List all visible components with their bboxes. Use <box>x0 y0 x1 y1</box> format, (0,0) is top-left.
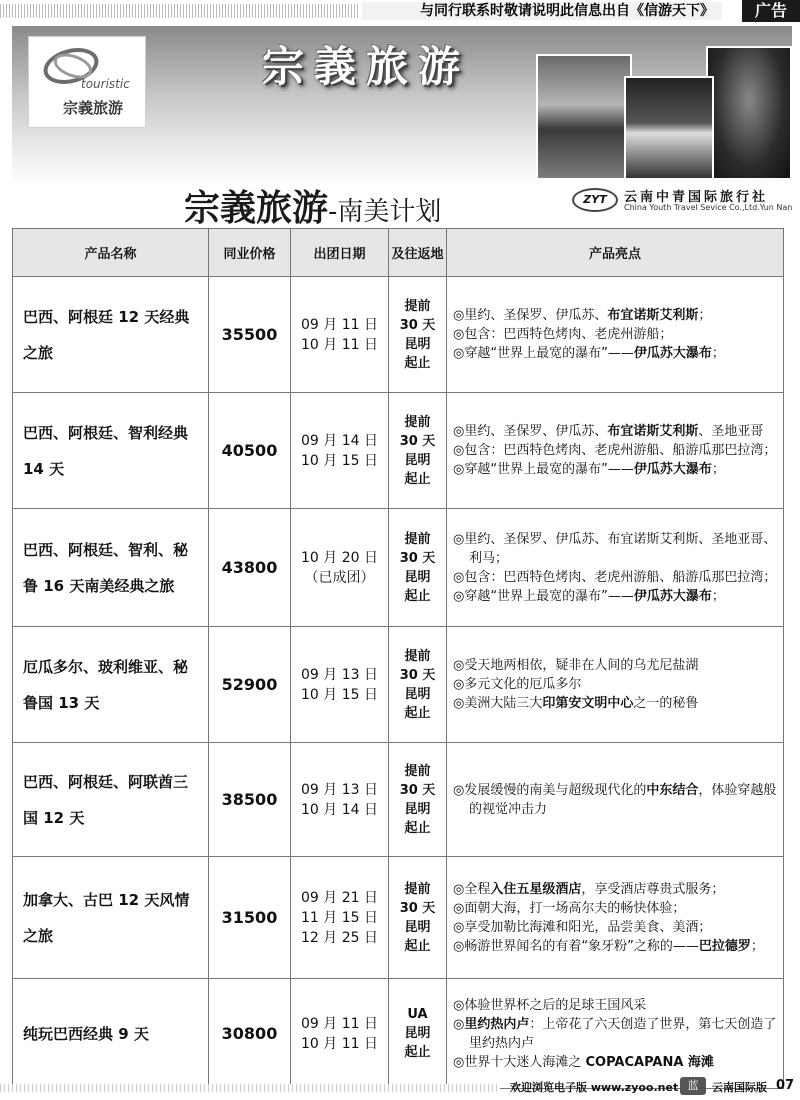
departure-date: 09 月 13 日 <box>301 666 378 683</box>
highlight-emphasis: 巴拉德罗 <box>698 938 751 954</box>
agency-name-cn: 云南中青国际旅行社 <box>624 190 769 205</box>
logo-text-en: touristic <box>81 77 130 91</box>
table-row <box>13 277 784 393</box>
departure-line: 昆明 <box>404 336 431 352</box>
brand-title: 宗義旅游 <box>262 42 471 91</box>
departure-dates <box>291 979 389 1089</box>
highlight-text: ◎世界十大迷人海滩之 <box>453 1054 586 1070</box>
table-row <box>13 743 784 857</box>
departure-line: UA <box>407 1007 428 1022</box>
highlight-item <box>453 306 777 325</box>
decorative-stripes <box>0 1084 500 1092</box>
product-price: 38500 <box>209 743 291 857</box>
highlight-text: ◎多元文化的厄瓜多尔 <box>453 677 582 692</box>
highlight-item <box>453 781 777 819</box>
departure-dates <box>291 509 389 627</box>
header-product-name: 产品名称 <box>13 229 209 277</box>
departure-date: 12 月 25 日 <box>301 929 378 946</box>
departure-line: 起止 <box>404 705 431 721</box>
highlight-text: ◎受天地两相依，疑非在人间的乌尤尼盐湖 <box>453 658 699 673</box>
departure-line: 昆明 <box>404 452 431 468</box>
highlight-text: ◎发展缓慢的南美与超级现代化的 <box>453 782 647 798</box>
product-price: 40500 <box>209 393 291 509</box>
highlight-text: ◎穿越“世界上最宽的瀑布”—— <box>453 588 634 604</box>
highlight-text: ◎里约、圣保罗、伊瓜苏、 <box>453 308 608 323</box>
highlight-item <box>453 530 777 568</box>
product-price: 43800 <box>209 509 291 627</box>
highlight-emphasis: 伊瓜苏大瀑布 <box>633 588 712 604</box>
highlight-text: ◎体验世界杯之后的足球王国风采 <box>453 997 647 1013</box>
product-highlights <box>447 857 784 979</box>
departure-line: 提前 <box>404 881 431 897</box>
product-name: 巴西、阿根廷 12 天经典之旅 <box>13 277 209 393</box>
plan-title-main: 宗義旅游 <box>184 188 329 229</box>
footer-badge: 蓝 <box>680 1077 706 1095</box>
departure-line: 30 天 <box>399 782 436 798</box>
agency-block <box>572 186 796 234</box>
decorative-stripes <box>0 4 360 18</box>
forest-photo <box>706 46 792 180</box>
departure-date: 10 月 15 日 <box>301 452 378 469</box>
departure-line: 昆明 <box>404 1026 431 1041</box>
product-price: 35500 <box>209 277 291 393</box>
highlight-emphasis: 印第安文明中心 <box>542 696 634 711</box>
departure-info <box>389 979 447 1089</box>
top-strip <box>0 0 800 22</box>
plan-title <box>184 180 441 231</box>
page-footer <box>0 1074 800 1100</box>
departure-line: 起止 <box>404 588 431 604</box>
departure-line: 昆明 <box>404 919 431 935</box>
highlight-item <box>453 422 777 441</box>
product-name: 巴西、阿根廷、智利、秘鲁 16 天南美经典之旅 <box>13 509 209 627</box>
departure-info <box>389 857 447 979</box>
departure-line: 昆明 <box>404 801 431 817</box>
departure-line: 30 天 <box>399 900 436 916</box>
header-departure: 及往返地 <box>389 229 447 277</box>
highlight-emphasis: 布宜诺斯艾利斯 <box>607 424 699 439</box>
departure-line: 提前 <box>404 648 431 664</box>
departure-dates <box>291 743 389 857</box>
product-name: 纯玩巴西经典 9 天 <box>13 979 209 1089</box>
departure-date: 10 月 11 日 <box>301 336 378 353</box>
departure-line: 提前 <box>404 298 431 314</box>
highlight-text-tail: ； <box>711 462 725 477</box>
product-name: 巴西、阿根廷、阿联酋三国 12 天 <box>13 743 209 857</box>
page-number: 07 <box>776 1078 795 1093</box>
product-price: 30800 <box>209 979 291 1089</box>
departure-line: 提前 <box>404 531 431 547</box>
highlight-item <box>453 568 777 587</box>
departure-date: 11 月 15 日 <box>301 909 378 926</box>
departure-dates <box>291 393 389 509</box>
product-highlights <box>447 627 784 743</box>
departure-line: 提前 <box>404 414 431 430</box>
highlight-text-tail: ； <box>698 308 712 323</box>
product-highlights <box>447 393 784 509</box>
departure-date: 10 月 20 日 <box>301 549 378 566</box>
highlight-item <box>453 460 777 479</box>
departure-line: 30 天 <box>399 317 436 333</box>
departure-line: 起止 <box>404 1045 431 1060</box>
departure-date: 09 月 14 日 <box>301 432 378 449</box>
departure-line: 30 天 <box>399 667 436 683</box>
highlight-item <box>453 325 777 344</box>
landscape-photo <box>536 54 632 180</box>
logo-text-cn: 宗義旅游 <box>63 99 124 117</box>
highlight-text: ◎里约、圣保罗、伊瓜苏、 <box>453 424 608 439</box>
highlight-text-tail: ； <box>711 346 725 361</box>
footer-website: 欢迎浏览电子版 www.zyoo.net <box>510 1081 679 1094</box>
departure-line: 昆明 <box>404 686 431 702</box>
departure-dates <box>291 627 389 743</box>
highlight-emphasis: 伊瓜苏大瀑布 <box>633 346 712 361</box>
product-highlights <box>447 743 784 857</box>
highlight-item <box>453 587 777 606</box>
table-row <box>13 979 784 1089</box>
highlight-text-tail: 、圣地亚哥 <box>698 424 764 439</box>
highlight-text: ◎包含：巴西特色烤肉、老虎州游船、船游瓜那巴拉湾； <box>453 443 777 458</box>
highlight-item <box>453 441 777 460</box>
highlight-emphasis: 布宜诺斯艾利斯 <box>607 308 699 323</box>
plan-title-sub: -南美计划 <box>328 197 442 227</box>
departure-line: 30 天 <box>399 550 436 566</box>
highlight-text: ◎里约、圣保罗、伊瓜苏、布宜诺斯艾利斯、圣地亚哥、利马； <box>453 531 777 566</box>
departure-info <box>389 627 447 743</box>
highlight-emphasis: 中东结合 <box>646 782 699 798</box>
product-name: 加拿大、古巴 12 天风情之旅 <box>13 857 209 979</box>
highlight-text-tail: ：上帝花了六天创造了世界，第七天创造了里约热内卢 <box>469 1016 777 1051</box>
highlight-text: ◎享受加勒比海滩和阳光，品尝美食、美酒； <box>453 919 712 935</box>
departure-dates <box>291 857 389 979</box>
departure-date: 09 月 13 日 <box>301 781 378 798</box>
product-highlights <box>447 509 784 627</box>
table-row <box>13 509 784 627</box>
product-highlights <box>447 277 784 393</box>
departure-date: 10 月 11 日 <box>301 1035 378 1052</box>
departure-date: 09 月 21 日 <box>301 889 378 906</box>
product-table <box>12 228 784 1089</box>
departure-date: 10 月 15 日 <box>301 686 378 703</box>
highlight-text-tail: 之一的秘鲁 <box>633 696 699 711</box>
highlight-text: ◎ <box>453 1016 465 1032</box>
highlight-item <box>453 996 777 1015</box>
table-header-row <box>13 229 784 277</box>
highlight-text: ◎美洲大陆三大 <box>453 696 543 711</box>
table-row <box>13 857 784 979</box>
agency-logo-icon: ZYT <box>572 188 618 212</box>
departure-info <box>389 393 447 509</box>
product-highlights <box>447 979 784 1089</box>
product-price: 31500 <box>209 857 291 979</box>
departure-date: 10 月 14 日 <box>301 801 378 818</box>
highlight-item <box>453 918 777 937</box>
departure-date: 09 月 11 日 <box>301 316 378 333</box>
company-logo <box>28 36 146 128</box>
table-body <box>13 277 784 1089</box>
departure-date: （已成团） <box>304 569 375 586</box>
highlight-item <box>453 694 777 713</box>
highlight-item <box>453 1053 777 1072</box>
highlight-item <box>453 880 777 899</box>
highlight-emphasis: 伊瓜苏大瀑布 <box>633 462 712 477</box>
highlight-text: ◎全程 <box>453 881 491 897</box>
footer-edition: 云南国际版 <box>712 1081 767 1094</box>
product-name: 巴西、阿根廷、智利经典 14 天 <box>13 393 209 509</box>
departure-line: 起止 <box>404 938 431 954</box>
departure-info <box>389 509 447 627</box>
highlight-item <box>453 675 777 694</box>
product-table-wrap <box>12 228 783 1089</box>
departure-line: 起止 <box>404 471 431 487</box>
highlight-text: ◎穿越“世界上最宽的瀑布”—— <box>453 462 634 477</box>
highlight-item <box>453 1015 777 1053</box>
departure-info <box>389 743 447 857</box>
departure-dates <box>291 277 389 393</box>
header-price: 同业价格 <box>209 229 291 277</box>
table-row <box>13 627 784 743</box>
departure-line: 昆明 <box>404 569 431 585</box>
header-date: 出团日期 <box>291 229 389 277</box>
highlight-text-tail: ； <box>750 938 764 954</box>
ad-header <box>12 26 793 229</box>
highlight-text: ◎包含：巴西特色烤肉、老虎州游船； <box>453 327 673 342</box>
highlight-item <box>453 937 777 956</box>
header-highlights: 产品亮点 <box>447 229 784 277</box>
highlight-text: ◎穿越“世界上最宽的瀑布”—— <box>453 346 634 361</box>
product-name: 厄瓜多尔、玻利维亚、秘鲁国 13 天 <box>13 627 209 743</box>
highlight-text: ◎畅游世界闻名的有着“象牙粉”之称的—— <box>453 938 699 954</box>
source-notice: 与同行联系时敬请说明此信息出自《信游天下》 <box>362 2 722 20</box>
highlight-emphasis: COPACAPANA 海滩 <box>585 1054 714 1070</box>
product-price: 52900 <box>209 627 291 743</box>
agency-name-en: China Youth Travel Sevice Co.,Ltd.Yun Nan <box>624 203 793 212</box>
highlight-item <box>453 656 777 675</box>
departure-info <box>389 277 447 393</box>
highlight-text-tail: ，体验穿越般的视觉冲击力 <box>469 782 777 817</box>
highlight-emphasis: 入住五星级酒店 <box>490 881 582 897</box>
highlight-emphasis: 里约热内卢 <box>464 1016 530 1032</box>
table-row <box>13 393 784 509</box>
highlight-item <box>453 344 777 363</box>
highlight-text-tail: ； <box>711 588 725 604</box>
departure-line: 30 天 <box>399 433 436 449</box>
highlight-item <box>453 899 777 918</box>
highlight-text-tail: ，享受酒店尊贵式服务； <box>581 881 725 897</box>
highlight-text: ◎面朝大海，打一场高尔夫的畅快体验； <box>453 900 686 916</box>
departure-date: 09 月 11 日 <box>301 1015 378 1032</box>
departure-line: 起止 <box>404 820 431 836</box>
departure-line: 起止 <box>404 355 431 371</box>
ad-label: 广告 <box>742 0 800 22</box>
opera-house-photo <box>624 76 714 180</box>
departure-line: 提前 <box>404 763 431 779</box>
highlight-text: ◎包含：巴西特色烤肉、老虎州游船、船游瓜那巴拉湾； <box>453 569 777 585</box>
